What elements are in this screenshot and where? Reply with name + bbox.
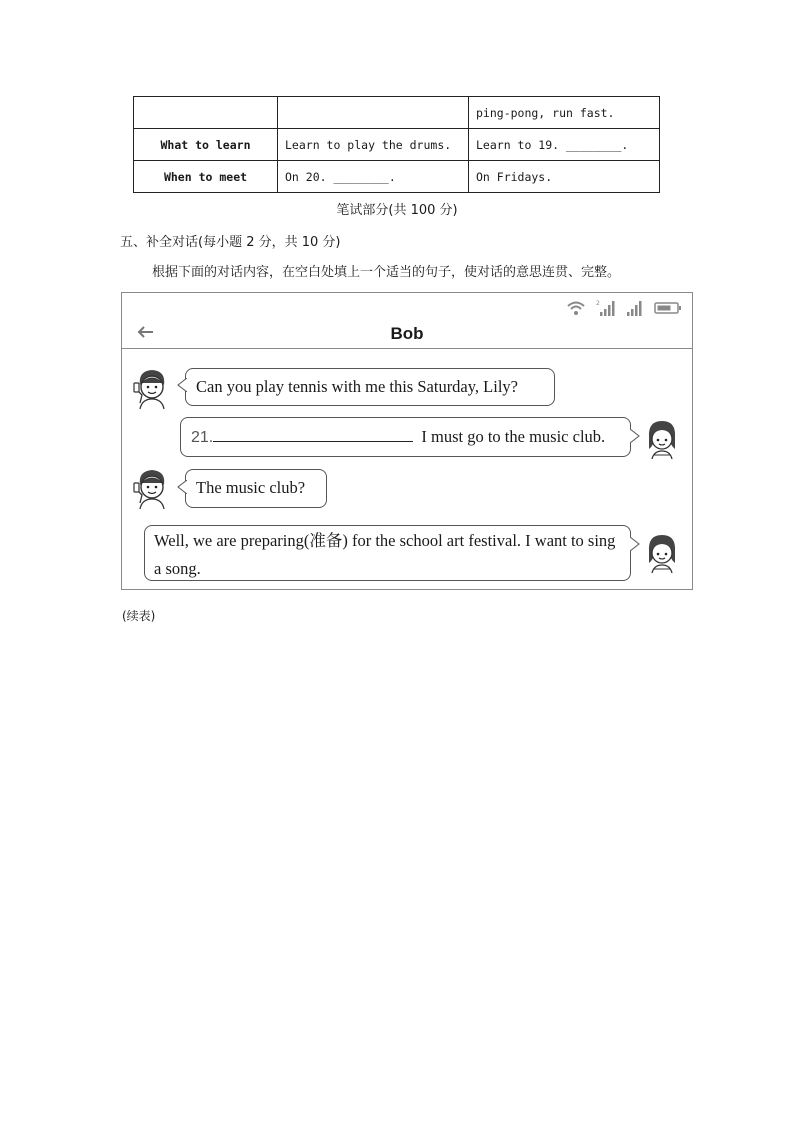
chat-bubble-4	[144, 525, 631, 581]
boy-avatar-icon	[130, 465, 174, 511]
table-cell	[134, 97, 278, 129]
message-text: Well, we are preparing(准备) for the school art festival. I want to sing a song.	[154, 531, 616, 578]
club-info-table	[133, 96, 660, 193]
battery-icon	[654, 301, 682, 315]
wifi-icon	[566, 300, 586, 316]
message-text: The music club?	[196, 478, 306, 497]
table-cell: What to learn	[134, 129, 278, 161]
signal-icon	[596, 299, 616, 317]
section-title: 五、补全对话(每小题 2 分，共 10 分)	[120, 235, 341, 250]
message-text: Can you play tennis with me this Saturday, Lily?	[196, 377, 519, 396]
table-cell: When to meet	[134, 161, 278, 193]
table-cell: ping-pong, run fast.	[469, 97, 660, 129]
message-text: I must go to the music club.	[417, 427, 606, 446]
bubble-tail	[177, 480, 187, 494]
table-cell: Learn to play the drums.	[278, 129, 469, 161]
table-cell: On 20. ________.	[278, 161, 469, 193]
girl-avatar-icon	[640, 415, 684, 461]
instruction-text: 根据下面的对话内容，在空白处填上一个适当的句子，使对话的意思连贯、完整。	[152, 265, 621, 280]
boy-avatar-icon	[130, 365, 174, 411]
continued-note: (续表)	[122, 609, 156, 623]
table-row	[134, 129, 660, 161]
contact-name: Bob	[390, 324, 424, 343]
chat-bubble-2	[180, 417, 631, 457]
bubble-tail	[630, 537, 640, 551]
girl-avatar-icon	[640, 529, 684, 575]
chat-header	[122, 293, 692, 349]
bubble-tail	[177, 378, 187, 392]
table-row	[134, 161, 660, 193]
table-cell: On Fridays.	[469, 161, 660, 193]
chat-bubble-1	[185, 368, 555, 406]
table-cell: Learn to 19. ________.	[469, 129, 660, 161]
written-part-caption: 笔试部分(共 100 分)	[336, 203, 458, 218]
svg-text:2: 2	[596, 300, 600, 307]
bubble-tail	[630, 429, 640, 443]
signal-icon	[626, 299, 644, 317]
chat-bubble-3	[185, 469, 327, 508]
table-cell	[278, 97, 469, 129]
question-number: 21.	[191, 429, 214, 446]
chat-screen	[121, 292, 693, 590]
answer-blank[interactable]	[213, 423, 413, 442]
table-row	[134, 97, 660, 129]
status-bar	[566, 299, 682, 317]
